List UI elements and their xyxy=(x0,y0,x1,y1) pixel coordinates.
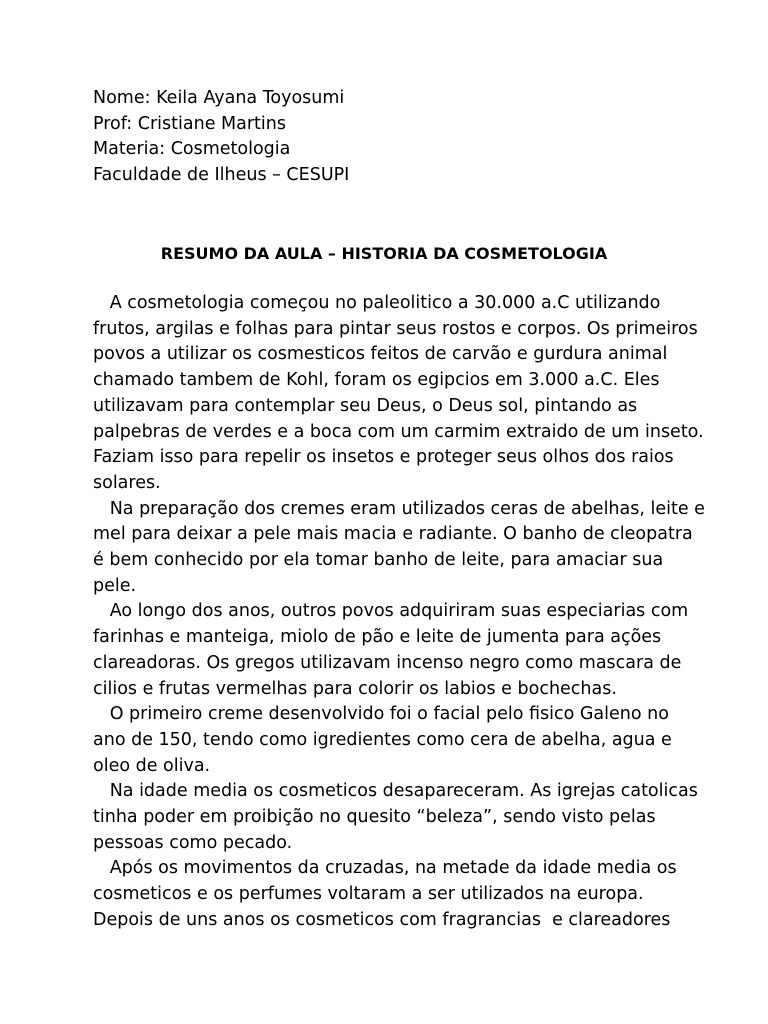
body-line: oleo de oliva. xyxy=(93,755,211,776)
body-line: pele. xyxy=(93,575,137,596)
body-line: palpebras de verdes e a boca com um carmim extraido de um inseto. xyxy=(93,421,704,442)
subject-line: Materia: Cosmetologia xyxy=(93,139,291,160)
body-line: frutos, argilas e folhas para pintar seus rostos e corpos. Os primeiros xyxy=(93,318,698,339)
body-line: mel para deixar a pele mais macia e radiante. O banho de cleopatra xyxy=(93,524,693,545)
body-line: O primeiro creme desenvolvido foi o facial pelo fisico Galeno no xyxy=(93,704,669,725)
body-line: A cosmetologia começou no paleolitico a 30.000 a.C utilizando xyxy=(93,293,661,313)
body-line: utilizavam para contemplar seu Deus, o Deus sol, pintando as xyxy=(93,395,638,416)
body-line: clareadoras. Os gregos utilizavam incenso negro como mascara de xyxy=(93,652,682,673)
body-line: Depois de uns anos os cosmeticos com fragrancias e clareadores xyxy=(93,909,671,930)
college-line: Faculdade de Ilheus – CESUPI xyxy=(93,165,350,186)
body-line: Após os movimentos da cruzadas, na metade da idade media os xyxy=(93,858,677,879)
body-line: povos a utilizar os cosmesticos feitos de carvão e gurdura animal xyxy=(93,344,668,365)
body-line: chamado tambem de Kohl, foram os egipcios em 3.000 a.C. Eles xyxy=(93,370,660,391)
document-body xyxy=(93,291,705,934)
body-line: farinhas e manteiga, miolo de pão e leite de jumenta para ações xyxy=(93,627,662,648)
body-line: Na preparação dos cremes eram utilizados ceras de abelhas, leite e xyxy=(93,498,705,519)
body-line: tinha poder em proibição no quesito “beleza”, sendo visto pelas xyxy=(93,807,656,828)
body-line: Ao longo dos anos, outros povos adquiriram suas especiarias com xyxy=(93,601,689,622)
body-line: Na idade media os cosmeticos desapareceram. As igrejas catolicas xyxy=(93,781,698,802)
body-line: solares. xyxy=(93,472,161,493)
body-line: pessoas como pecado. xyxy=(93,832,293,853)
student-info-block xyxy=(93,86,693,189)
body-line: cilios e frutas vermelhas para colorir os labios e bochechas. xyxy=(93,678,617,699)
student-name-line: Nome: Keila Ayana Toyosumi xyxy=(93,88,345,108)
professor-line: Prof: Cristiane Martins xyxy=(93,113,286,134)
body-line: Faziam isso para repelir os insetos e proteger seus olhos dos raios xyxy=(93,447,674,468)
document-title: RESUMO DA AULA – HISTORIA DA COSMETOLOGIA xyxy=(160,244,608,263)
body-line: é bem conhecido por ela tomar banho de leite, para amaciar sua xyxy=(93,550,664,571)
body-line: ano de 150, tendo como igredientes como cera de abelha, agua e xyxy=(93,729,672,750)
body-line: cosmeticos e os perfumes voltaram a ser utilizados na europa. xyxy=(93,884,644,905)
